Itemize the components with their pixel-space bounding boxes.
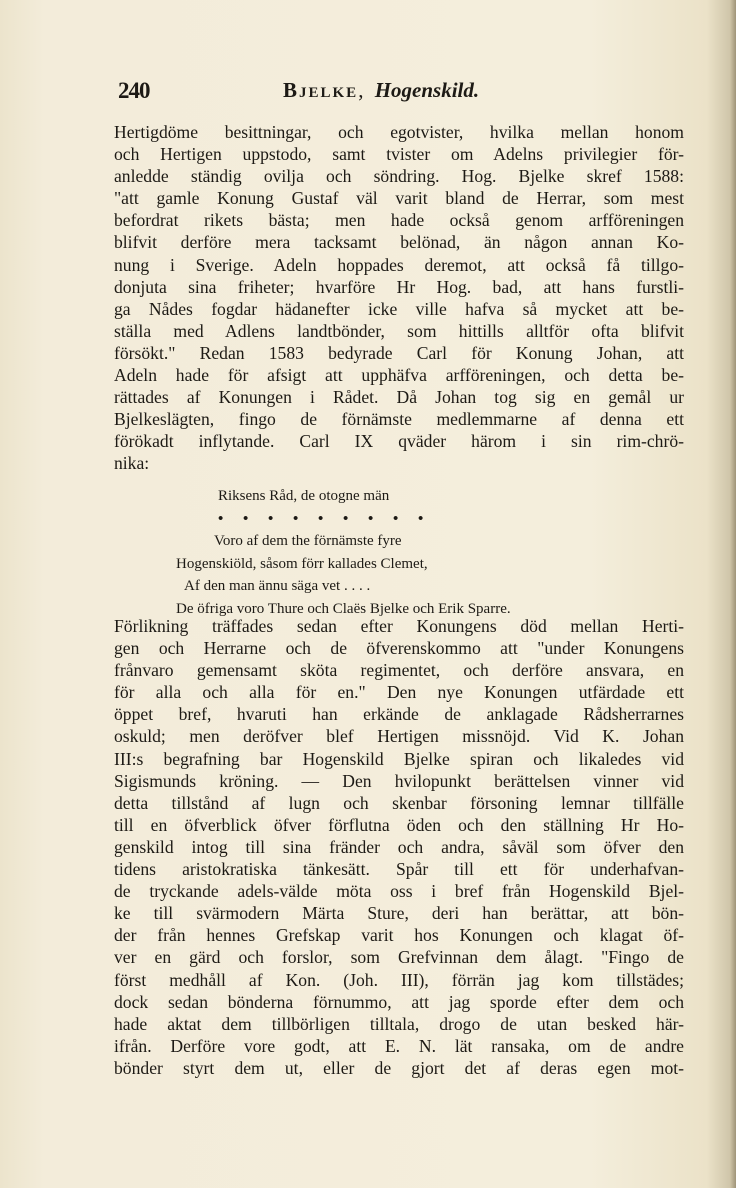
text-line: Adeln hade för afsigt att upphäfva arfföreningen, och detta be- [114, 365, 684, 386]
verse-line: De öfriga voro Thure och Claës Bjelke och Erik Sparre. [176, 600, 511, 617]
text-line: gen och Herrarne och de öfverenskommo att "under Konungens [114, 638, 684, 659]
text-line: anledde ständig ovilja och söndring. Hog. Bjelke skref 1588: [114, 166, 684, 187]
text-line: ver en gärd och forslor, som Grefvinnan dem ålagt. "Fingo de [114, 947, 684, 968]
running-head-separator: , [358, 78, 364, 102]
verse-line: Riksens Råd, de otogne män [218, 488, 390, 504]
text-line: Sigismunds kröning. — Den hvilopunkt berättelsen vinner vid [114, 770, 684, 791]
text-line: donjuta sina friheter; hvarföre Hr Hog. bad, att hans furstli- [114, 276, 684, 297]
text-line: "att gamle Konung Gustaf väl varit bland de Herrar, som mest [114, 188, 684, 209]
text-line: III:s begrafning bar Hogenskild Bjelke spiran och likaledes vid [114, 748, 684, 769]
verse-line: Hogenskiöld, såsom förr kallades Clemet, [176, 555, 428, 572]
text-line: hade aktat dem tillbörligen tilltala, drogo de utan besked här- [114, 1013, 684, 1034]
text-line: befordrat rikets bästa; men hade också genom arfföreningen [114, 210, 684, 231]
text-line: detta tillstånd af lugn och skenbar försoning lemnar tillfälle [114, 792, 684, 813]
text-line: blifvit derföre mera tacksamt belönad, än någon annan Ko- [114, 232, 684, 253]
text-line: Hertigdöme besittningar, och egotvister, hvilka mellan honom [114, 122, 684, 142]
text-line: nika: [114, 453, 150, 474]
paragraph-2 [114, 615, 684, 1079]
verse-line: Voro af dem the förnämste fyre [214, 533, 402, 549]
text-line: först medhåll af Kon. (Joh. III), förrän jag kom tillstädes; [114, 969, 684, 990]
verse-line: Af den man ännu säga vet . . . . [184, 578, 371, 594]
text-line: tidens aristokratiska tänkesätt. Spår till ett för underhafvan- [114, 859, 684, 880]
text-line: ifrån. Derföre vore godt, att E. N. lät ransaka, om de andre [114, 1035, 684, 1056]
text-line: der från hennes Grefskap varit hos Konungen och klagat öf- [114, 925, 684, 946]
text-line: Bjelkeslägten, fingo de förnämste medlemmarne af denna ett [114, 409, 684, 430]
running-head-name: Bjelke [283, 78, 359, 102]
running-head [283, 78, 479, 103]
text-line: till en öfverblick öfver förflutna öden och den ställning Hr Ho- [114, 814, 684, 835]
text-line: de tryckande adels-välde möta oss i bref från Hogenskild Bjel- [114, 881, 684, 902]
page-header [0, 78, 736, 106]
paragraph-1 [114, 121, 684, 475]
text-line: ga Nådes fogdar hädanefter icke ville hafva så mycket att be- [114, 298, 684, 319]
page-number: 240 [118, 78, 150, 103]
text-line: öppet bref, hvaruti han erkände de anklagade Rådsherrarnes [114, 704, 684, 725]
running-head-title: Hogenskild. [374, 78, 480, 102]
text-line: förökadt inflytande. Carl IX qväder härom i sin rim-chrö- [114, 431, 684, 452]
text-line: för alla och alla för en." Den nye Konungen utfärdade ett [114, 682, 684, 703]
text-line: bönder styrt dem ut, eller de gjort det af deras egen mot- [114, 1057, 684, 1078]
text-line: ke till svärmodern Märta Sture, deri han berättar, att bön- [114, 903, 684, 924]
text-line: oskuld; men deröfver blef Hertigen missnöjd. Vid K. Johan [114, 726, 684, 747]
verse-quotation [114, 485, 684, 620]
text-line: nung i Sverige. Adeln hoppades deremot, att också få tillgo- [114, 254, 684, 275]
text-line: frånvaro gemensamt sköta regimentet, och derföre ansvara, en [114, 660, 684, 681]
text-line: dock sedan bönderna förnummo, att jag sporde efter dem och [114, 991, 684, 1012]
page-edge [730, 0, 736, 1188]
text-line: rättades af Konungen i Rådet. Då Johan tog sig en gemål ur [114, 387, 684, 408]
text-line: försökt." Redan 1583 bedyrade Carl för Konung Johan, att [114, 342, 684, 363]
text-line: Förlikning träffades sedan efter Konungens död mellan Herti- [114, 616, 684, 636]
text-line: genskild intog till sina fränder och andra, såväl som öfver den [114, 836, 684, 857]
text-line: och Hertigen uppstodo, samt tvister om Adelns privilegier för- [114, 144, 684, 165]
text-line: ställa med Adlens landtbönder, som hittills alltför ofta blifvit [114, 320, 684, 341]
verse-ellipsis: • • • • • • • • • [218, 510, 432, 527]
